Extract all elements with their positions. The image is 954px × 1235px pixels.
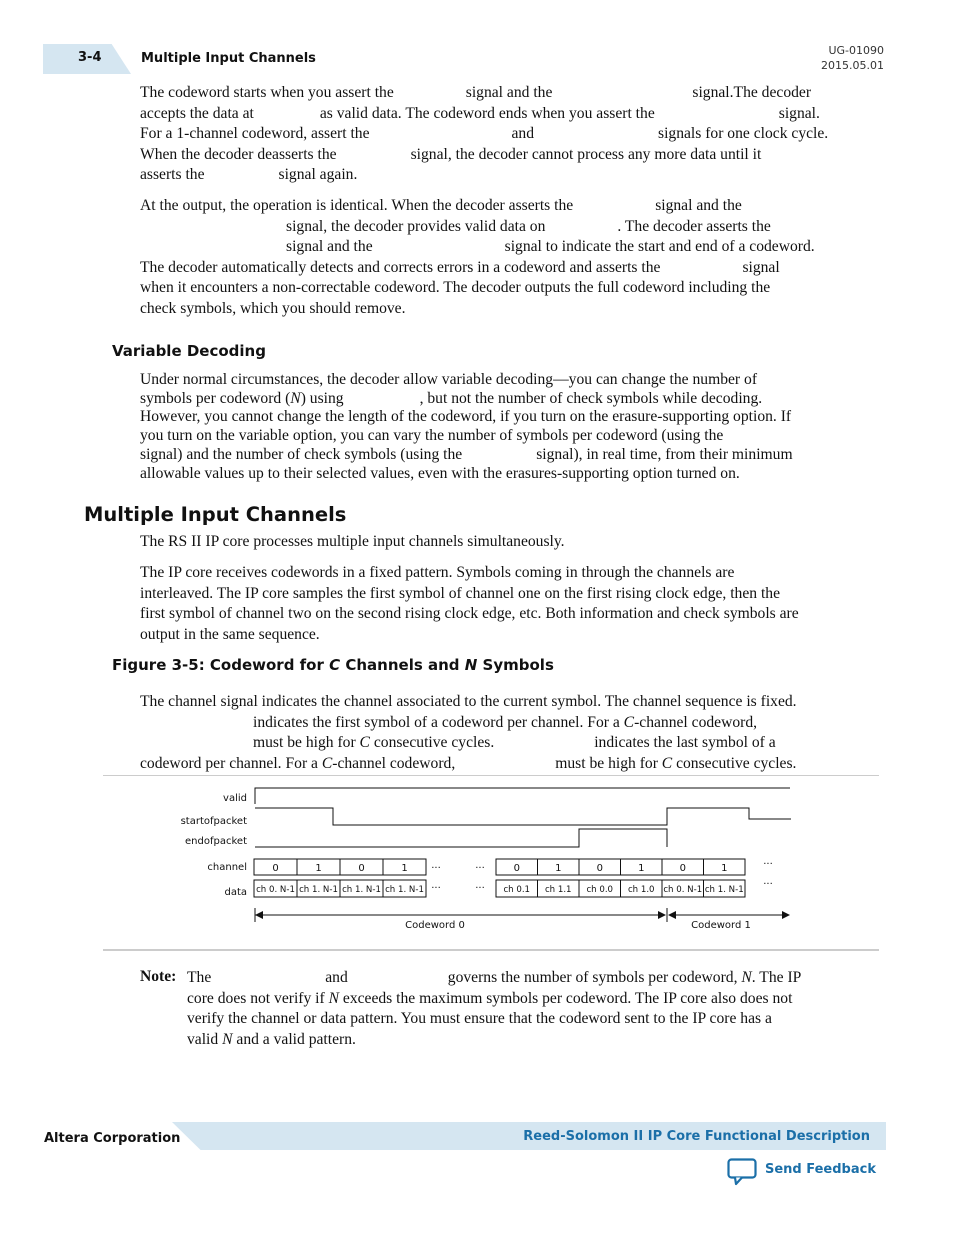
ellipsis: ... — [475, 880, 485, 891]
doc-date: 2015.05.01 — [821, 59, 884, 72]
arrowhead-left — [255, 911, 263, 919]
data-value: ch 0. N-1 — [256, 885, 295, 895]
figure-caption: Figure 3-5: Codeword for C Channels and N Symbols — [112, 656, 554, 674]
data-value: ch 0. N-1 — [663, 885, 703, 895]
cells-group-b — [496, 859, 745, 897]
label-data: data — [224, 887, 247, 898]
channel-value: 1 — [638, 863, 645, 874]
label-valid: valid — [223, 793, 247, 804]
label-startofpacket: startofpacket — [180, 816, 247, 827]
codeword-1-label: Codeword 1 — [691, 920, 751, 931]
channel-value: 0 — [679, 863, 686, 874]
startofpacket-waveform — [255, 808, 791, 825]
data-value: ch 1. N-1 — [385, 885, 424, 895]
label-endofpacket: endofpacket — [185, 836, 247, 847]
ellipsis: ... — [431, 880, 441, 891]
intro-paragraph-2: At the output, the operation is identical. When the decoder asserts the signal and the signal, the decoder provides valid data on . The decoder asserts the signal and the signal to indicate the start and end of a codeword. The decoder automatically detects and corrects errors in a codeword and asserts the signal when it encounters a non-correctable codeword. The decoder outputs the full codeword including the check symbols, which you should remove. — [140, 197, 815, 317]
send-feedback-link[interactable]: Send Feedback — [765, 1162, 876, 1177]
data-value: ch 1.1 — [544, 885, 572, 895]
data-value: ch 0.0 — [586, 885, 614, 895]
figure-bottom-rule — [103, 949, 879, 951]
arrowhead-mid-right — [668, 911, 676, 919]
channel-value: 0 — [358, 863, 365, 874]
note-text: The and governs the number of symbols per codeword, N. The IP core does not verify if N exceeds the maximum symbols per codeword. The IP core also does not verify the channel or data pattern. You must ensure that the codeword sent to the IP core has a valid N and a valid pattern. — [187, 969, 802, 1048]
footer-corporation: Altera Corporation — [44, 1131, 181, 1146]
data-value: ch 1. N-1 — [342, 885, 381, 895]
variable-decoding-paragraph: Under normal circumstances, the decoder allow variable decoding—you can change the number of symbols per codeword (N) using , but not the number of check symbols while decoding. However, you cannot change the length of the codeword, if you turn on the erasure-supporting option. If you turn on the variable option, you can vary the number of symbols per codeword (using the signal) and the number of check symbols (using the signal), in real time, from their minimum allowable values up to their selected values, even with the erasures-supporting option turned on. — [140, 371, 793, 482]
valid-waveform — [255, 788, 790, 804]
data-value: ch 0.1 — [503, 885, 531, 895]
footer-doc-title-link[interactable]: Reed-Solomon II IP Core Functional Description — [523, 1129, 870, 1144]
intro-paragraph-1: The codeword starts when you assert the signal and the signal.The decoder accepts the data at as valid data. The codeword ends when you assert the signal. For a 1-channel codeword, assert the and signals for one clock cycle. When the decoder deasserts the signal, the decoder cannot process any more data until it asserts the signal again. — [140, 84, 829, 184]
figure-description: The channel signal indicates the channel associated to the current symbol. The channel sequence is fixed. indicates the first symbol of a codeword per channel. For a C-channel codeword, must be high for C consecutive cycles. indicates the last symbol of a codeword per channel. For a C-channel codeword, must be high for C consecutive cycles. — [140, 693, 797, 772]
variable-decoding-heading: Variable Decoding — [112, 342, 266, 360]
codeword-0-label: Codeword 0 — [405, 920, 465, 931]
data-value: ch 1.0 — [627, 885, 655, 895]
channel-value: 0 — [596, 863, 603, 874]
timing-diagram — [103, 776, 879, 950]
doc-id: UG-01090 — [828, 44, 884, 57]
note-label: Note: — [140, 968, 177, 985]
feedback-icon[interactable] — [727, 1158, 757, 1191]
multiple-input-channels-heading: Multiple Input Channels — [84, 503, 347, 526]
endofpacket-waveform — [255, 829, 667, 847]
label-channel: channel — [207, 862, 247, 873]
channel-value: 1 — [401, 863, 408, 874]
channel-value: 1 — [721, 863, 728, 874]
page-number: 3-4 — [78, 50, 102, 65]
channel-value: 1 — [315, 863, 322, 874]
ellipsis: ... — [475, 860, 485, 871]
multi-paragraph-2: The IP core receives codewords in a fixed pattern. Symbols coming in through the channels are interleaved. The IP core samples the first symbol of channel one on the first rising clock edge, then the first symbol of channel two on the second rising clock edge, etc. Both information and check symbols are output in the same sequence. — [140, 564, 799, 643]
signal-labels — [181, 793, 247, 898]
arrowhead-right — [782, 911, 790, 919]
multi-paragraph-1: The RS II IP core processes multiple input channels simultaneously. — [140, 533, 565, 550]
section-title: Multiple Input Channels — [141, 51, 316, 66]
channel-value: 1 — [555, 863, 562, 874]
channel-value: 0 — [513, 863, 520, 874]
ellipsis: ... — [763, 876, 773, 887]
ellipsis: ... — [431, 860, 441, 871]
channel-value: 0 — [272, 863, 279, 874]
data-value: ch 1. N-1 — [704, 885, 744, 895]
cells-group-a — [254, 859, 426, 897]
doc-info — [821, 43, 884, 73]
ellipsis: ... — [763, 856, 773, 867]
data-value: ch 1. N-1 — [299, 885, 338, 895]
arrowhead-mid-left — [658, 911, 666, 919]
